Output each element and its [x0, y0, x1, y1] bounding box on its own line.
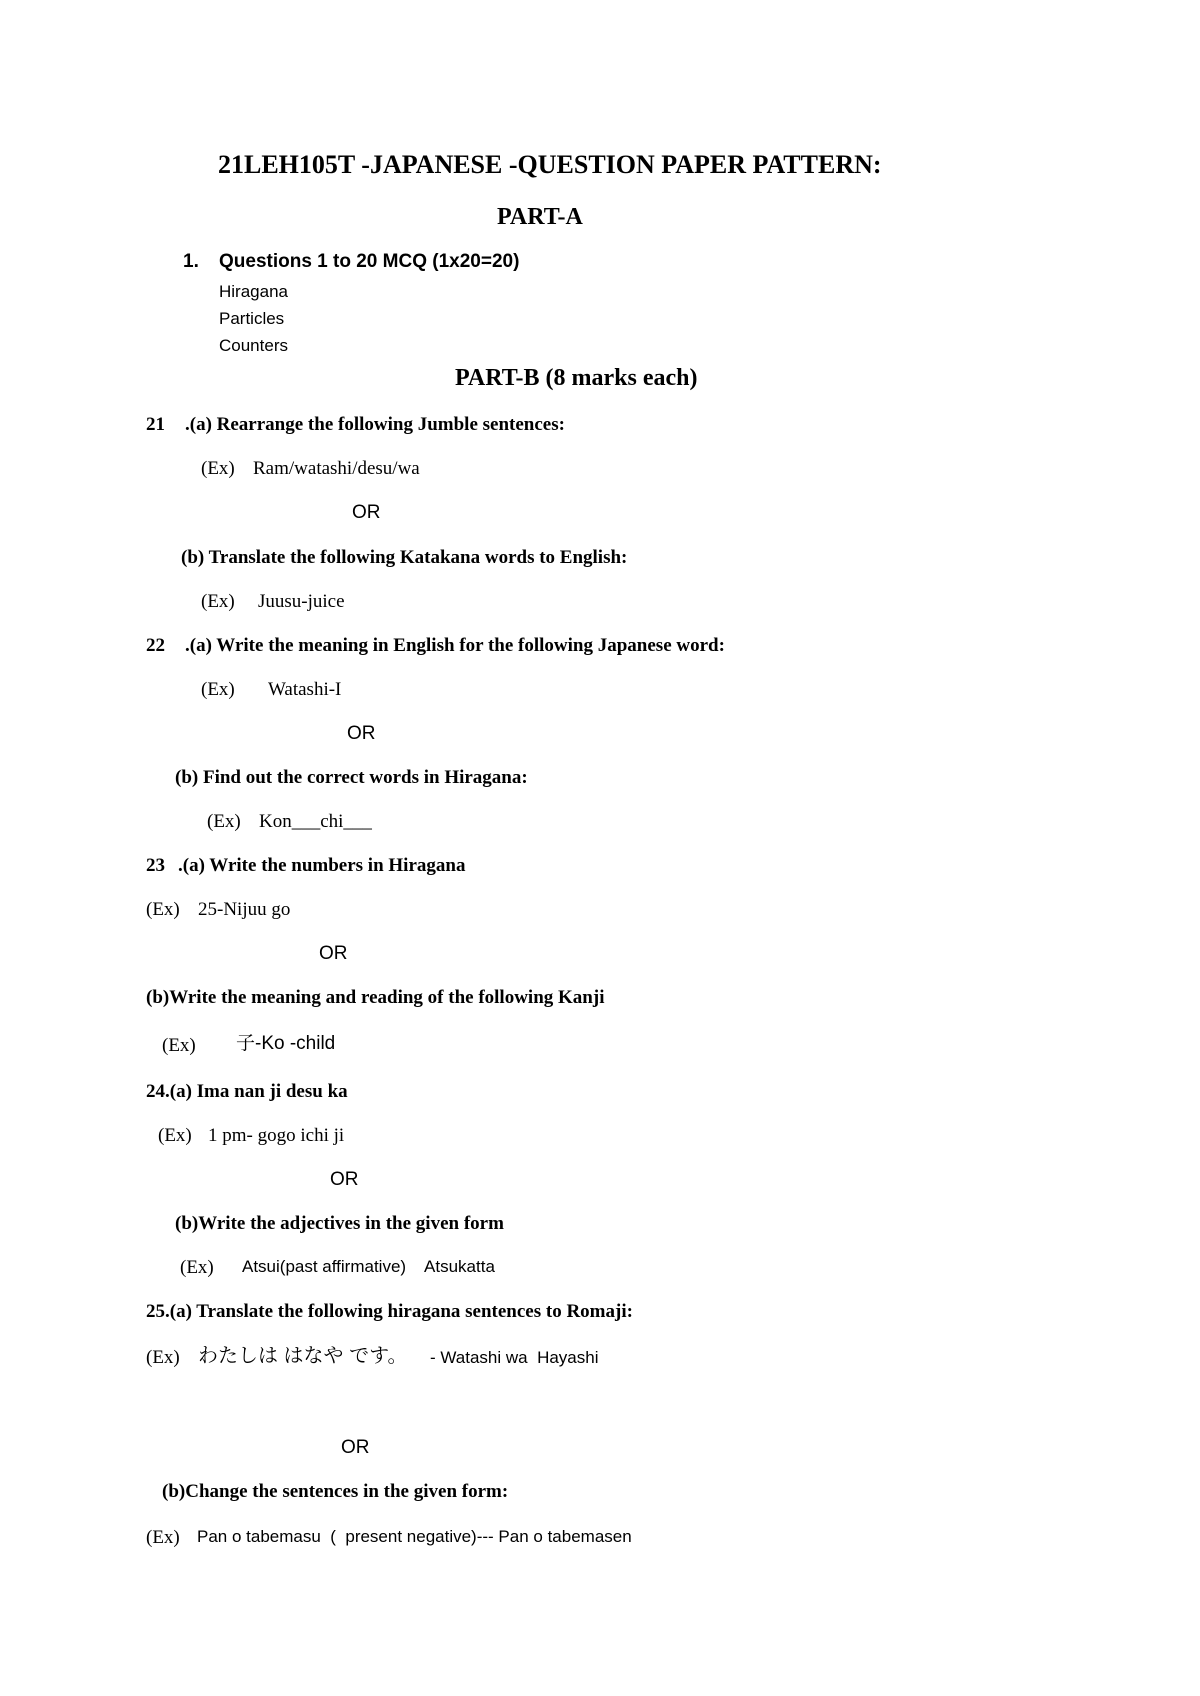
q22-number: 22 — [146, 635, 165, 656]
q21-a-example: Ram/watashi/desu/wa — [253, 458, 420, 479]
q24-b-text: (b)Write the adjectives in the given form — [175, 1213, 504, 1234]
part-a-question-number: 1. — [183, 251, 199, 272]
q23-or: OR — [319, 943, 348, 964]
q23-b-text: (b)Write the meaning and reading of the following Kanji — [146, 987, 605, 1008]
part-a-topic-hiragana: Hiragana — [219, 282, 288, 301]
q23-b-example-label: (Ex) — [162, 1035, 196, 1056]
part-b-heading: PART-B (8 marks each) — [455, 365, 698, 391]
q25-a-text: 25.(a) Translate the following hiragana sentences to Romaji: — [146, 1301, 633, 1322]
part-a-topic-counters: Counters — [219, 336, 288, 355]
q25-b-text: (b)Change the sentences in the given form: — [162, 1481, 509, 1502]
q22-b-example-label: (Ex) — [207, 811, 241, 832]
q23-a-example: 25-Nijuu go — [198, 899, 291, 920]
q25-b-example: Pan o tabemasu ( present negative)--- Pan o tabemasen — [197, 1527, 632, 1546]
part-a-question-text: Questions 1 to 20 MCQ (1x20=20) — [219, 251, 520, 272]
q22-a-text: .(a) Write the meaning in English for the following Japanese word: — [185, 635, 725, 656]
q21-a-example-label: (Ex) — [201, 458, 235, 479]
part-a-heading: PART-A — [497, 204, 583, 230]
q24-a-example-label: (Ex) — [158, 1125, 192, 1146]
q21-b-example-label: (Ex) — [201, 591, 235, 612]
q23-number: 23 — [146, 855, 165, 876]
q22-b-example: Kon___chi___ — [259, 811, 372, 832]
q21-number: 21 — [146, 414, 165, 435]
q22-or: OR — [347, 723, 376, 744]
q21-b-text: (b) Translate the following Katakana words to English: — [181, 547, 628, 568]
q24-b-example: Atsui(past affirmative) Atsukatta — [242, 1257, 495, 1276]
q21-a-text: .(a) Rearrange the following Jumble sentences: — [185, 414, 565, 435]
q22-a-example-label: (Ex) — [201, 679, 235, 700]
page-title: 21LEH105T -JAPANESE -QUESTION PAPER PATTERN: — [218, 150, 882, 179]
q24-b-example-label: (Ex) — [180, 1257, 214, 1278]
q25-a-example-label: (Ex) — [146, 1347, 180, 1368]
q21-or: OR — [352, 502, 381, 523]
q21-b-example: Juusu-juice — [258, 591, 345, 612]
q22-b-text: (b) Find out the correct words in Hiragana: — [175, 767, 528, 788]
q23-a-example-label: (Ex) — [146, 899, 180, 920]
q24-a-text: 24.(a) Ima nan ji desu ka — [146, 1081, 348, 1102]
q22-a-example: Watashi-I — [268, 679, 342, 700]
q24-or: OR — [330, 1169, 359, 1190]
q23-a-text: .(a) Write the numbers in Hiragana — [178, 855, 466, 876]
q24-a-example: 1 pm- gogo ichi ji — [208, 1125, 345, 1146]
q25-a-example-romaji: - Watashi wa Hayashi — [430, 1348, 599, 1367]
q25-a-example-japanese: わたしは はなや です。 — [198, 1345, 408, 1367]
q23-b-example: 子-Ko -child — [236, 1033, 336, 1054]
part-a-topic-particles: Particles — [219, 309, 285, 328]
q25-b-example-label: (Ex) — [146, 1527, 180, 1548]
q25-or: OR — [341, 1437, 370, 1458]
